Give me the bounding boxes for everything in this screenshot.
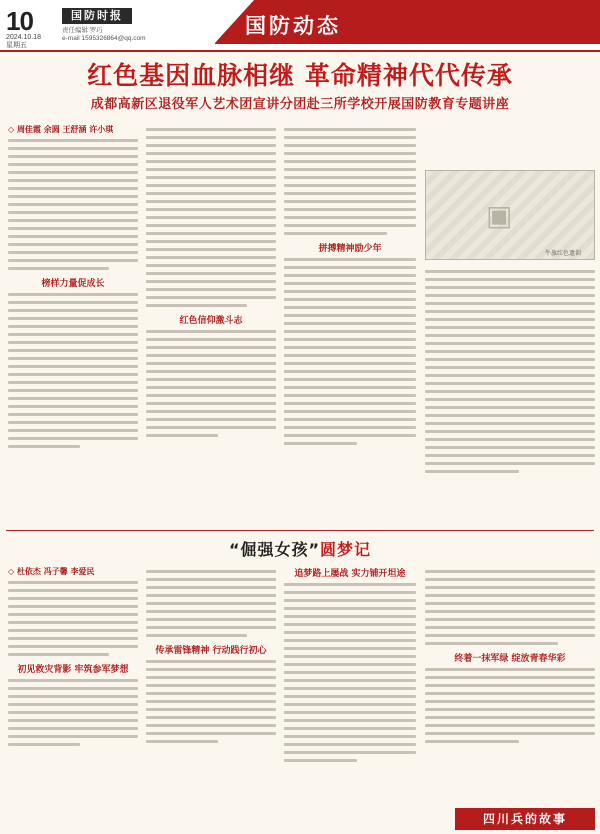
- article2-headline: [0, 537, 600, 560]
- article2-section-2: 传承雷锋精神 行动践行初心: [155, 646, 267, 656]
- article1-col1: [8, 124, 138, 453]
- article1-col2: [146, 124, 276, 442]
- article1-headline: 红色基因血脉相继 革命精神代代传承: [87, 61, 513, 90]
- section-title: 国防动态: [245, 14, 341, 38]
- article2-col3: [284, 566, 416, 767]
- article2-col2: [146, 566, 276, 748]
- header-rule: [0, 50, 600, 52]
- issue-date-line1: 2024.10.18: [6, 34, 42, 41]
- article2-headline-prefix: “倔强女孩”: [228, 540, 321, 559]
- article1-byline: ◇ 周佳霞 余圆 王舒涵 许小琪: [8, 125, 114, 134]
- issue-date-line2: 星期五: [6, 42, 27, 49]
- article2-col1: [8, 566, 138, 751]
- photo-placeholder-icon: ▣: [486, 199, 513, 232]
- column-tag: 四川兵的故事: [455, 808, 595, 830]
- article2-section-1: 初见救灾背影 牢筑参军梦想: [17, 665, 129, 675]
- page-number: 10: [6, 6, 33, 36]
- editor-info: [62, 27, 146, 43]
- article2-section-4: 终着一抹军绿 绽放青春华彩: [454, 654, 566, 664]
- article1-section-3: 拼搏精神励少年: [318, 244, 382, 254]
- article1-section-1: 榜样力量促成长: [41, 279, 105, 289]
- article2-byline: ◇ 杜依杰 冯子馨 李爱民: [8, 567, 95, 576]
- editor-email: e-mail 1595326864@qq.com: [62, 35, 146, 42]
- paper-logo: 国防时报: [62, 8, 132, 24]
- article2-section-3: 追梦路上屡战 实力铺开坦途: [294, 569, 406, 579]
- article1-col3: [284, 124, 416, 450]
- article2-col4: [425, 566, 595, 748]
- article1-col4: [425, 266, 595, 478]
- masthead: [0, 0, 600, 52]
- photo-caption: 牛旗红色遗训: [545, 250, 582, 257]
- article2-headline-accent: 圆梦记: [320, 540, 372, 559]
- issue-date: [6, 34, 41, 50]
- article1-subhead: 成都高新区退役军人艺术团宣讲分团赴三所学校开展国防教育专题讲座: [90, 97, 510, 112]
- editor-name: 责任编辑 罗巧: [62, 27, 103, 34]
- article1-col1-text: [8, 139, 138, 270]
- article-divider: [6, 530, 594, 531]
- article1-section-2: 红色信仰激斗志: [179, 316, 243, 326]
- article1-photo: [425, 170, 595, 260]
